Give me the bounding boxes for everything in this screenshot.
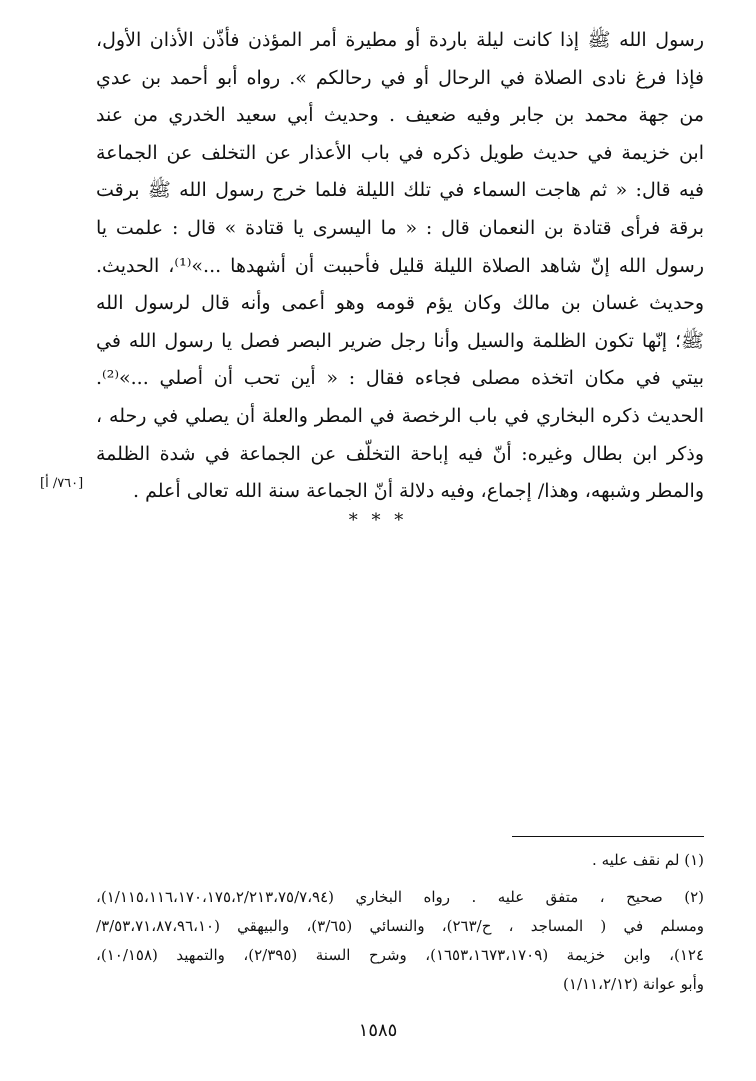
- text-line: والمطر وشبهه، وهذا/ إجماع، وفيه دلالة أنّ الجماعة سنة الله تعالى أعلم .: [133, 480, 704, 503]
- footnote: [96, 883, 704, 999]
- text-line: وذكر ابن بطال وغيره: أنّ فيه إباحة التخلّف عن الجماعة في شدة الظلمة: [96, 442, 704, 465]
- page-number: ١٥٨٥: [358, 1020, 398, 1041]
- text-line: برقة فرأى قتادة بن النعمان قال : « ما اليسرى يا قتادة » قال : علمت يا: [96, 216, 704, 239]
- footnote-line: (٢) صحيح ، متفق عليه . رواه البخاري (١/١١٥،١١٦،١٧٠،١٧٥،٢/٢١٣،٧٥/٧،٩٤)،: [96, 888, 704, 906]
- section-separator: * * *: [348, 510, 408, 531]
- main-text: [96, 22, 704, 511]
- footnote-line: وأبو عوانة (١/١١،٢/١٢): [563, 975, 704, 993]
- footnote-line: ١٢٤)، وابن خزيمة (١٦٥٣،١٦٧٣،١٧٠٩)، وشرح السنة (٢/٣٩٥)، والتمهيد (١٠/١٥٨)،: [96, 946, 704, 964]
- manuscript-folio-marker: [٧٦٠/ أ]: [40, 476, 84, 491]
- text-line: رسول الله إنّ شاهد الصلاة الليلة قليل فأحببت أن أشهدها ...»⁽¹⁾، الحديث.: [96, 254, 704, 277]
- text-line: ابن خزيمة في حديث طويل ذكره في باب الأعذار عن التخلف عن الجماعة: [96, 141, 704, 164]
- footnotes: [96, 846, 704, 1007]
- footnote-divider: [512, 836, 704, 837]
- text-line: بيتي في مكان اتخذه مصلى فجاءه فقال : « أين تحب أن أصلي ...»⁽²⁾.: [96, 367, 704, 390]
- text-line: فيه قال: « ثم هاجت السماء في تلك الليلة فلما خرج رسول الله ﷺ برقت: [96, 179, 704, 202]
- footnote: [96, 846, 704, 875]
- footnote-line: ومسلم في ( المساجد ، ح/٢٦٣)، والنسائي (٣/٦٥)، والبيهقي (٣/٥٣،٧١،٨٧،٩٦،١٠/: [96, 917, 704, 935]
- text-line: رسول الله ﷺ إذا كانت ليلة باردة أو مطيرة أمر المؤذن فأذّن الأذان الأول،: [96, 29, 704, 51]
- footnote-line: (١) لم نقف عليه .: [592, 851, 704, 869]
- text-line: وحديث غسان بن مالك وكان يؤم قومه وهو أعمى وأنه قال لرسول الله: [96, 292, 704, 315]
- text-line: فإذا فرغ نادى الصلاة في الرحال أو في رحالكم ». رواه أبو أحمد بن عدي: [96, 66, 704, 89]
- text-line: ﷺ؛ إنّها تكون الظلمة والسيل وأنا رجل ضرير البصر فصل يا رسول الله في: [96, 329, 704, 352]
- text-line: من جهة محمد بن جابر وفيه ضعيف . وحديث أبي سعيد الخدري من عند: [96, 104, 704, 127]
- text-line: الحديث ذكره البخاري في باب الرخصة في المطر والعلة أن يصلي في رحله ،: [96, 404, 704, 427]
